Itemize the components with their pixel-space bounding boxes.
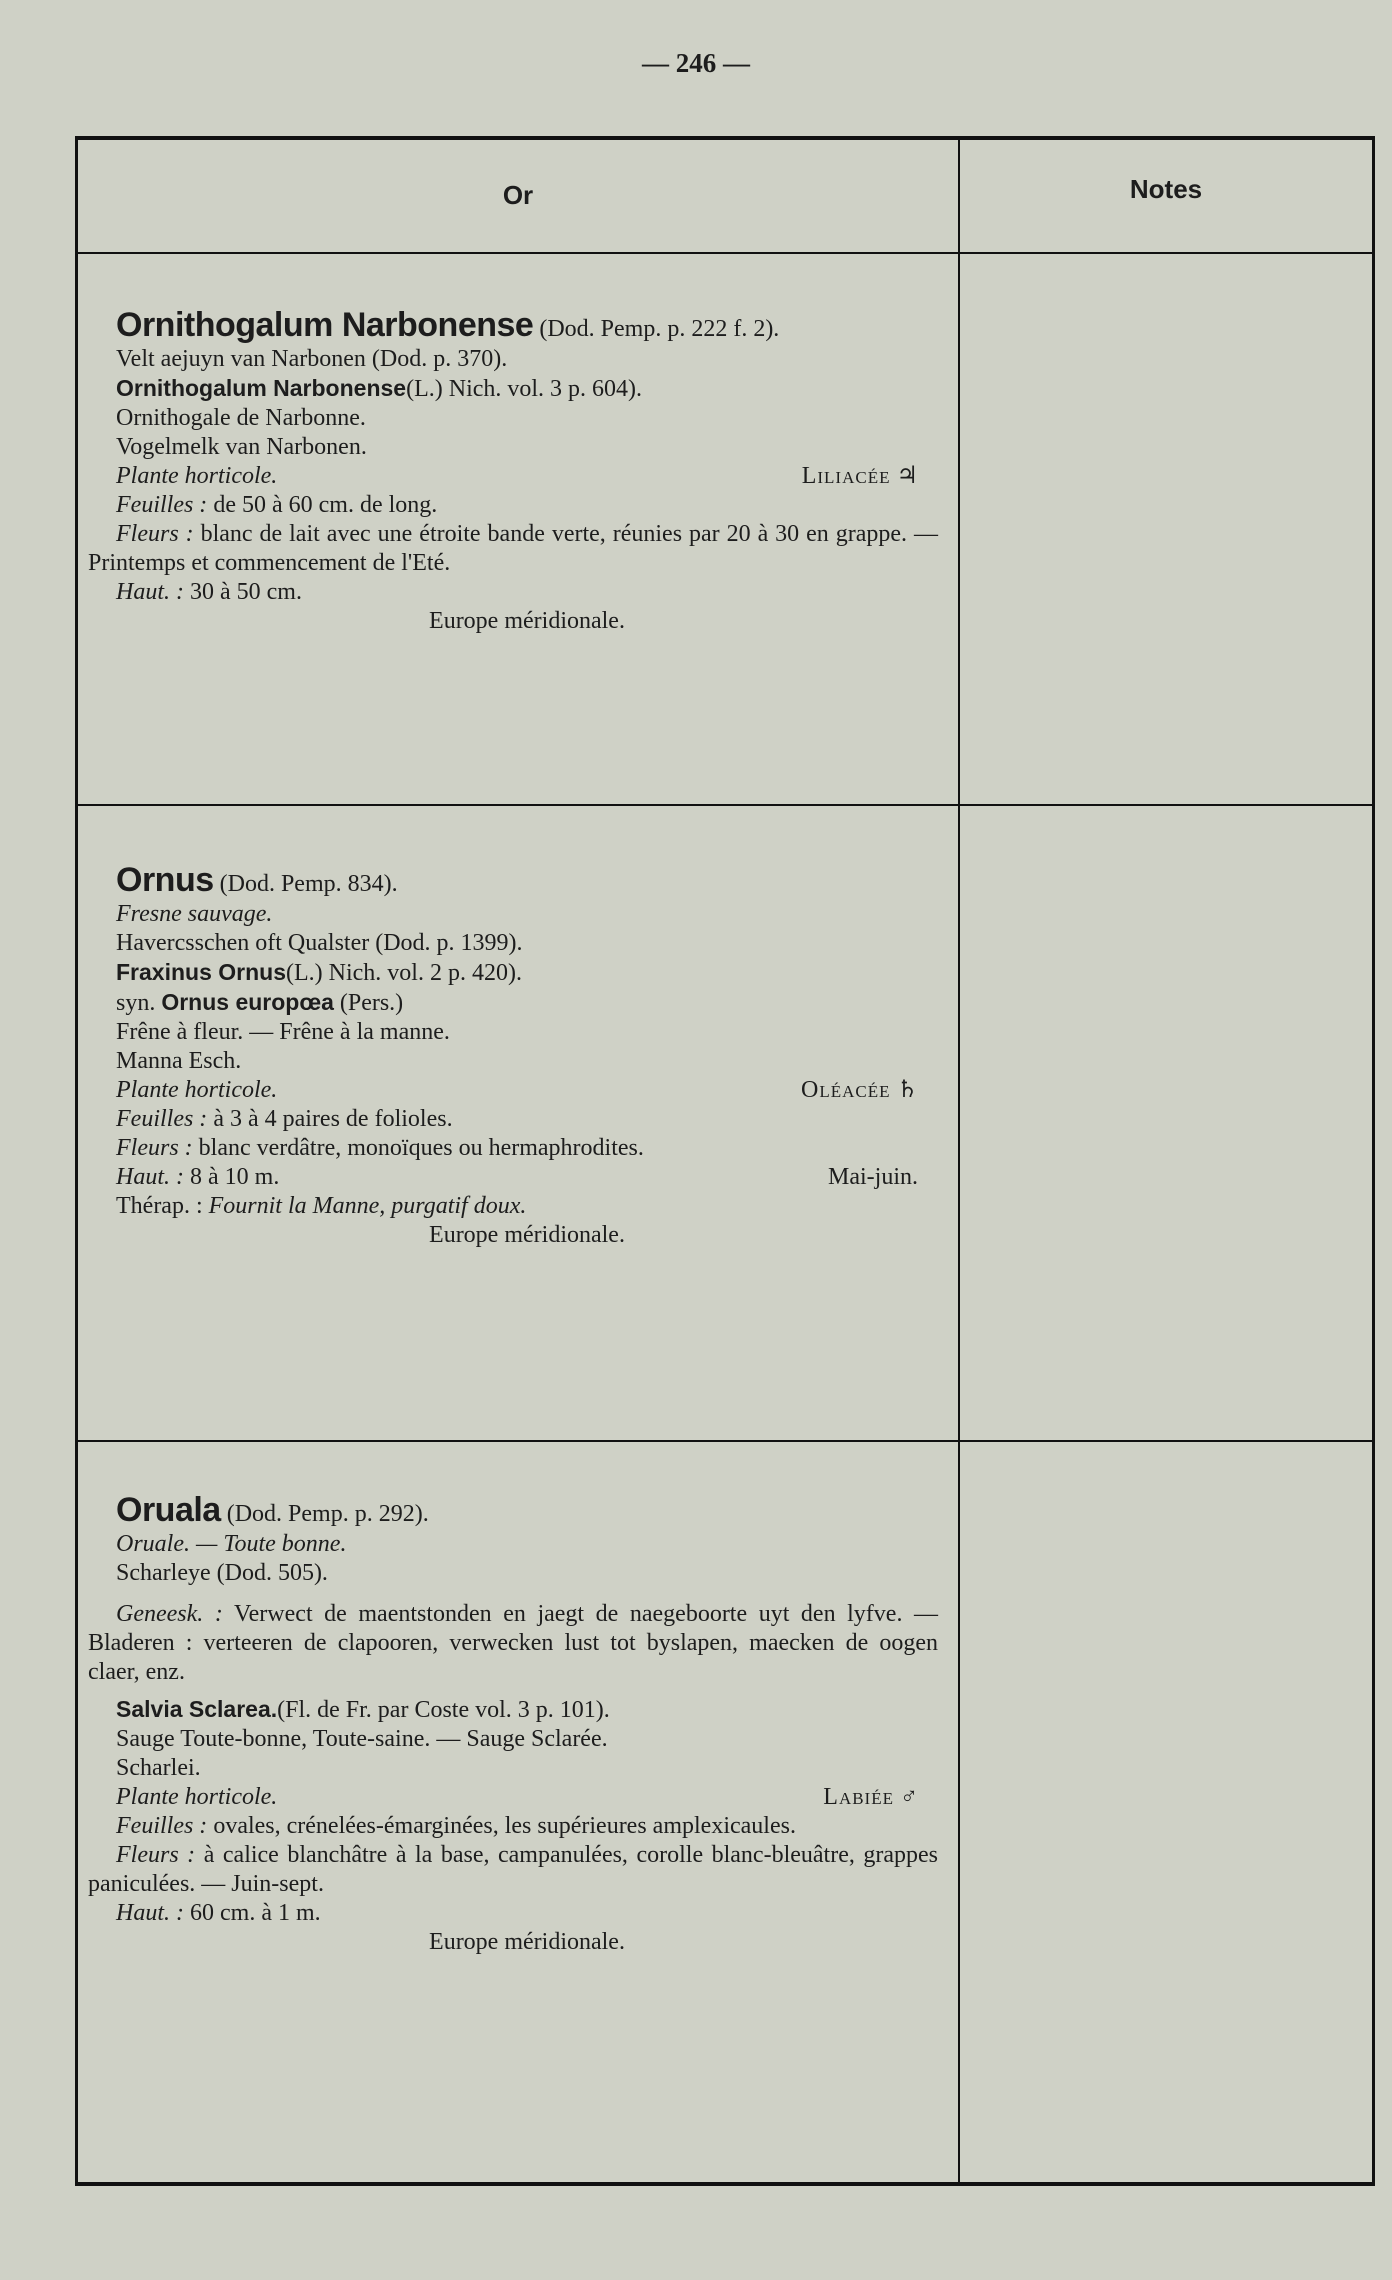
page-number: — 246 — [642, 48, 750, 78]
synonym-line: Sauge Toute-bonne, Toute-saine. — Sauge Sclarée. [116, 1726, 608, 1752]
row-divider [78, 1440, 1372, 1442]
family-name: Liliacée [801, 463, 891, 489]
region: Europe méridionale. [429, 1222, 625, 1248]
flowers-text: blanc de lait avec une étroite bande verte, réunies par 20 à 30 en grappe. — Printemps et commencement de l'Eté. [88, 521, 939, 576]
synonym-line: Ornithogale de Narbonne. [116, 405, 366, 431]
latin-ref: (L.) Nich. vol. 3 p. 604). [406, 376, 643, 402]
synonym-line: Oruale. — Toute bonne. [116, 1531, 347, 1557]
entry-reference: (Dod. Pemp. p. 292). [226, 1501, 429, 1527]
leaves-line [116, 491, 938, 520]
synonym-line: Manna Esch. [116, 1048, 242, 1074]
plant-type: Plante horticole. [116, 463, 278, 489]
therapy-line [116, 1192, 938, 1221]
flowers-line [116, 1134, 938, 1163]
synonym-line: Velt aejuyn van Narbonen (Dod. p. 370). [116, 346, 508, 372]
synonym-line: Scharleye (Dod. 505). [116, 1560, 328, 1586]
height-text: 30 à 50 cm. [190, 579, 302, 605]
entry-name: Oruala [116, 1491, 221, 1529]
height-label: Haut. : [116, 1900, 184, 1926]
plant-type: Plante horticole. [116, 1784, 278, 1810]
latin-name: Ornus europœa [161, 989, 334, 1015]
family [802, 462, 918, 491]
table-header [78, 140, 1372, 254]
height-line [116, 1163, 938, 1192]
latin-ref: (Pers.) [339, 990, 404, 1016]
synonym-line: Vogelmelk van Narbonen. [116, 434, 367, 460]
entry-name: Ornithogalum Narbonense [116, 306, 534, 344]
entry-ornus [78, 860, 958, 1250]
synonym-line: Fresne sauvage. [116, 901, 273, 927]
leaves-label: Feuilles : [116, 1106, 208, 1132]
height-text: 8 à 10 m. [190, 1164, 280, 1190]
leaves-text: de 50 à 60 cm. de long. [213, 492, 438, 518]
syn-label: syn. [116, 990, 156, 1016]
therapy-label: Thérap. : [116, 1193, 203, 1219]
flowers-line [88, 1841, 938, 1899]
flowers-label: Fleurs : [116, 1842, 196, 1868]
column-divider [958, 140, 960, 2182]
flowers-text: à calice blanchâtre à la base, campanulées, corolle blanc-bleuâtre, grappes paniculées. — Juin-sept. [88, 1842, 939, 1897]
latin-name: Salvia Sclarea. [116, 1696, 278, 1722]
entry-reference: (Dod. Pemp. 834). [219, 871, 398, 897]
synonym-line [116, 958, 938, 988]
medicinal-line [88, 1600, 938, 1687]
family [801, 1076, 918, 1105]
region: Europe méridionale. [429, 1929, 625, 1955]
height-label: Haut. : [116, 579, 184, 605]
entry-ornithogalum [78, 305, 958, 636]
height-line [116, 1899, 938, 1928]
herbal-table [75, 136, 1375, 2186]
perennial-symbol-icon: ♃ [896, 463, 918, 489]
synonym-line [116, 988, 938, 1018]
flowers-label: Fleurs : [116, 1135, 193, 1161]
synonym-line [116, 374, 938, 404]
entry-title [116, 1490, 938, 1530]
medicinal-label: Geneesk. : [116, 1601, 223, 1627]
leaves-line [88, 1812, 938, 1841]
leaves-text: ovales, crénelées-émarginées, les supérieures amplexicaules. [213, 1813, 796, 1839]
entry-title [116, 305, 938, 345]
family-name: Labiée [823, 1784, 894, 1810]
leaves-label: Feuilles : [116, 492, 208, 518]
medicinal-text: Verwect de maentstonden en jaegt de naegeboorte uyt den lyfve. — Bladeren : verteeren de clapooren, verwecken lust tot byslapen, maecken de oogen claer, enz. [88, 1601, 939, 1685]
height-text: 60 cm. à 1 m. [190, 1900, 321, 1926]
flowers-text: blanc verdâtre, monoïques ou hermaphrodites. [198, 1135, 644, 1161]
latin-name: Fraxinus Ornus [116, 959, 286, 985]
plant-type-line [116, 1076, 938, 1105]
region: Europe méridionale. [429, 608, 625, 634]
family-name: Oléacée [800, 1077, 891, 1103]
biennial-symbol-icon: ♂ [900, 1784, 918, 1810]
synonym-line: Frêne à fleur. — Frêne à la manne. [116, 1019, 450, 1045]
season-text: Mai-juin. [828, 1164, 918, 1190]
plant-type-line [116, 1783, 938, 1812]
plant-type-line [116, 462, 938, 491]
header-notes: Notes [1129, 174, 1203, 204]
latin-ref: (L.) Nich. vol. 2 p. 420). [285, 960, 522, 986]
height-label: Haut. : [116, 1164, 184, 1190]
therapy-text: Fournit la Manne, purgatif doux. [208, 1193, 527, 1219]
woody-symbol-icon: ♄ [896, 1077, 918, 1103]
flowers-label: Fleurs : [116, 521, 194, 547]
synonym-line: Havercsschen oft Qualster (Dod. p. 1399). [116, 930, 523, 956]
latin-ref: (Fl. de Fr. par Coste vol. 3 p. 101). [277, 1697, 610, 1723]
flowers-line [88, 520, 938, 578]
entry-name: Ornus [116, 861, 214, 899]
entry-oruala [78, 1490, 958, 1957]
synonym-line [116, 1695, 938, 1725]
entry-title [116, 860, 938, 900]
latin-name: Ornithogalum Narbonense [116, 375, 407, 401]
leaves-text: à 3 à 4 paires de folioles. [213, 1106, 453, 1132]
row-divider [78, 804, 1372, 806]
leaves-line [116, 1105, 938, 1134]
height-line [116, 578, 938, 607]
leaves-label: Feuilles : [116, 1813, 208, 1839]
family [823, 1783, 918, 1812]
entry-reference: (Dod. Pemp. p. 222 f. 2). [539, 316, 780, 342]
header-or: Or [502, 180, 534, 210]
plant-type: Plante horticole. [116, 1077, 278, 1103]
synonym-line: Scharlei. [116, 1755, 201, 1781]
